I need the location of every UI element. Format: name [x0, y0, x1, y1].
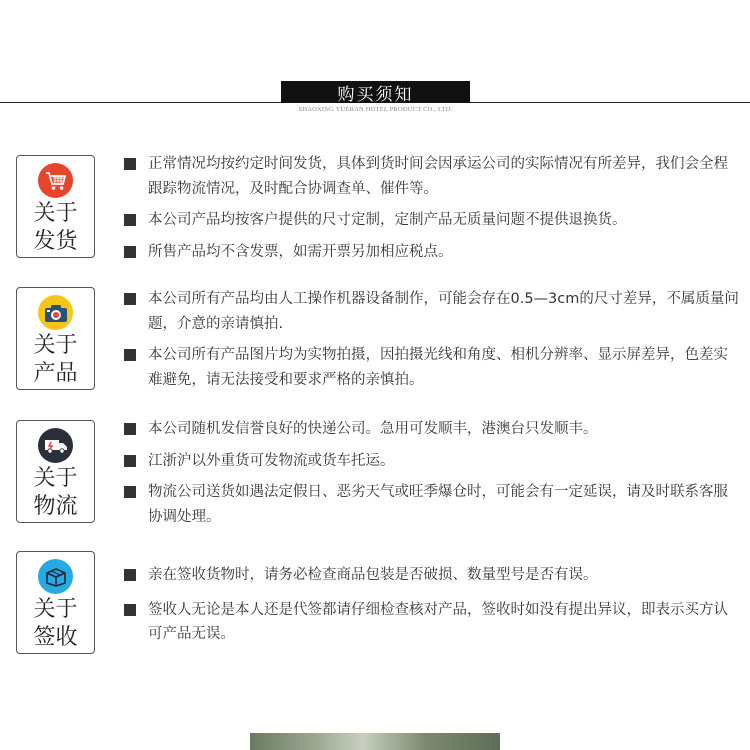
company-subtitle: SHAOXING YUERAN HOTEL PRODUCT CO., LTD.: [298, 106, 453, 113]
logistics-list: [120, 417, 740, 529]
shipping-list: [120, 152, 740, 264]
card-title-line2: 发货: [33, 229, 78, 254]
bullet-square: [124, 423, 136, 435]
product-card: [16, 287, 95, 390]
receipt-card: [16, 551, 95, 654]
list-item: [120, 449, 740, 474]
shipping-card: [16, 155, 95, 258]
list-item: [120, 480, 740, 529]
list-item: [120, 208, 740, 233]
card-title-line1: 关于: [33, 597, 78, 622]
list-item: [120, 287, 740, 336]
list-item: [120, 152, 740, 201]
item-text: 所售产品均不含发票，如需开票另加相应税点。: [148, 243, 453, 260]
item-text: 本公司所有产品图片均为实物拍摄，因拍摄光线和角度、相机分辨率、显示屏差异，色差实难避免，请无法接受和要求严格的亲慎拍。: [148, 347, 728, 388]
card-title-line1: 关于: [33, 466, 78, 491]
card-title-line1: 关于: [33, 333, 78, 358]
item-text: 正常情况均按约定时间发货，具体到货时间会因承运公司的实际情况有所差异，我们会全程跟踪物流情况，及时配合协调查单、催件等。: [148, 156, 728, 197]
bullet-square: [124, 293, 136, 305]
card-title-line2: 产品: [33, 361, 78, 386]
logistics-card: [16, 420, 95, 523]
item-text: 本公司所有产品均由人工操作机器设备制作，可能会存在0.5—3cm的尺寸差异，不属质量问题，介意的亲请慎拍.: [148, 291, 739, 332]
bullet-square: [124, 569, 136, 581]
card-title-line1: 关于: [33, 201, 78, 226]
page-title: 购买须知: [281, 81, 470, 103]
card-title-line2: 物流: [33, 494, 78, 519]
item-text: 签收人无论是本人还是代签都请仔细检查核对产品，签收时如没有提出异议，即表示买方认可产品无误。: [148, 601, 728, 642]
list-item: [120, 417, 740, 442]
receipt-list: [120, 563, 740, 647]
item-text: 本公司产品均按客户提供的尺寸定制，定制产品无质量问题不提供退换货。: [148, 212, 627, 228]
bullet-square: [124, 158, 136, 170]
camera-icon: [38, 295, 73, 330]
bullet-square: [124, 604, 136, 616]
shopping-cart-icon: [38, 163, 73, 198]
bullet-square: [124, 246, 136, 258]
list-item: [120, 598, 740, 647]
card-title-line2: 签收: [33, 625, 78, 650]
list-item: [120, 240, 740, 265]
list-item: [120, 563, 740, 588]
delivery-truck-icon: [38, 428, 73, 463]
item-text: 本公司随机发信誉良好的快递公司。急用可发顺丰，港澳台只发顺丰。: [148, 421, 598, 437]
item-text: 亲在签收货物时，请务必检查商品包装是否破损、数量型号是否有误。: [148, 567, 598, 583]
bullet-square: [124, 214, 136, 226]
bullet-square: [124, 455, 136, 467]
bullet-square: [124, 349, 136, 361]
product-list: [120, 287, 740, 392]
bullet-square: [124, 486, 136, 498]
bottom-photo-strip: [250, 733, 500, 750]
list-item: [120, 343, 740, 392]
item-text: 江浙沪以外重货可发物流或货车托运。: [148, 452, 395, 469]
package-box-icon: [38, 559, 73, 594]
item-text: 物流公司送货如遇法定假日、恶劣天气或旺季爆仓时，可能会有一定延误，请及时联系客服协调处理。: [148, 484, 728, 525]
